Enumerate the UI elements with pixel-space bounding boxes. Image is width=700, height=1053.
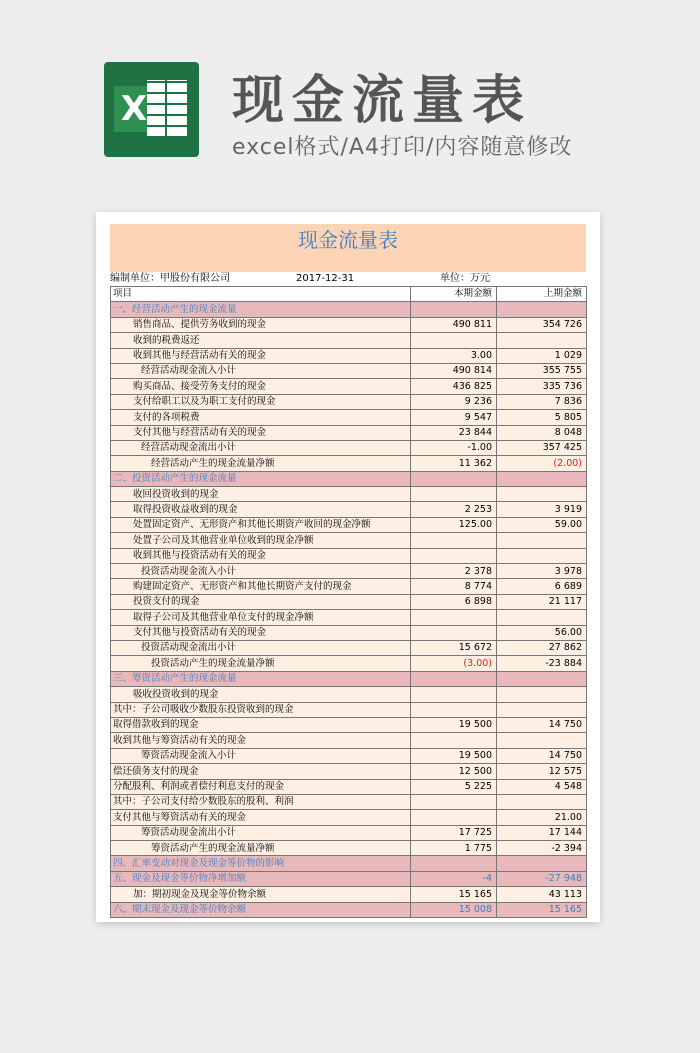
prior-amount: 3 978: [497, 564, 587, 579]
row-label: 二、投资活动产生的现金流量: [111, 471, 411, 486]
current-amount: [411, 333, 497, 348]
table-row: [111, 317, 587, 332]
row-label: 收到其他与投资活动有关的现金: [111, 548, 411, 563]
sheet-info-row: [110, 272, 586, 286]
current-amount: 19 500: [411, 717, 497, 732]
current-amount: 2 253: [411, 502, 497, 517]
current-amount: 9 547: [411, 410, 497, 425]
prior-amount: 355 755: [497, 363, 587, 378]
row-label: 其中：子公司吸收少数股东投资收到的现金: [111, 702, 411, 717]
current-amount: 15 672: [411, 640, 497, 655]
table-row: [111, 333, 587, 348]
row-label: 投资支付的现金: [111, 594, 411, 609]
row-label: 经营活动产生的现金流量净额: [111, 456, 411, 471]
row-label: 筹资活动产生的现金流量净额: [111, 841, 411, 856]
current-amount: [411, 671, 497, 686]
table-row: [111, 810, 587, 825]
prior-amount: 59.00: [497, 517, 587, 532]
prior-amount: 357 425: [497, 440, 587, 455]
table-header-row: [111, 287, 587, 302]
current-amount: [411, 533, 497, 548]
table-row: [111, 656, 587, 671]
current-amount: [411, 687, 497, 702]
row-label: 投资活动现金流出小计: [111, 640, 411, 655]
row-label: 筹资活动现金流入小计: [111, 748, 411, 763]
prior-amount: [497, 856, 587, 871]
prior-amount: 335 736: [497, 379, 587, 394]
prior-amount: [497, 487, 587, 502]
prior-amount: 3 919: [497, 502, 587, 517]
prior-amount: 15 165: [497, 902, 587, 917]
row-label: 支付给职工以及为职工支付的现金: [111, 394, 411, 409]
row-label: 投资活动产生的现金流量净额: [111, 656, 411, 671]
section-row: [111, 302, 587, 317]
table-row: [111, 579, 587, 594]
table-row: [111, 779, 587, 794]
prior-amount: [497, 610, 587, 625]
row-label: 处置子公司及其他营业单位收到的现金净额: [111, 533, 411, 548]
row-label: 收回投资收到的现金: [111, 487, 411, 502]
current-amount: 490 814: [411, 363, 497, 378]
table-row: [111, 748, 587, 763]
prior-amount: 17 144: [497, 825, 587, 840]
row-label: 取得借款收到的现金: [111, 717, 411, 732]
row-label: 支付其他与投资活动有关的现金: [111, 625, 411, 640]
current-amount: [411, 733, 497, 748]
prior-amount: 8 048: [497, 425, 587, 440]
table-row: [111, 348, 587, 363]
current-amount: 9 236: [411, 394, 497, 409]
table-row: [111, 487, 587, 502]
current-amount: [411, 302, 497, 317]
sheet-title: 现金流量表: [110, 224, 586, 272]
current-amount: 8 774: [411, 579, 497, 594]
section-row: [111, 871, 587, 886]
current-amount: -4: [411, 871, 497, 886]
row-label: 经营活动现金流入小计: [111, 363, 411, 378]
table-row: [111, 841, 587, 856]
table-row: [111, 687, 587, 702]
table-row: [111, 502, 587, 517]
row-label: 销售商品、提供劳务收到的现金: [111, 317, 411, 332]
current-amount: 125.00: [411, 517, 497, 532]
prior-amount: 4 548: [497, 779, 587, 794]
prior-amount: -2 394: [497, 841, 587, 856]
prior-amount: 1 029: [497, 348, 587, 363]
prior-amount: [497, 533, 587, 548]
row-label: 处置固定资产、无形资产和其他长期资产收回的现金净额: [111, 517, 411, 532]
row-label: 支付其他与经营活动有关的现金: [111, 425, 411, 440]
table-row: [111, 533, 587, 548]
current-amount: 15 008: [411, 902, 497, 917]
row-label: 购买商品、接受劳务支付的现金: [111, 379, 411, 394]
current-amount: 17 725: [411, 825, 497, 840]
table-row: [111, 717, 587, 732]
current-amount: [411, 471, 497, 486]
section-row: [111, 902, 587, 917]
row-label: 三、筹资活动产生的现金流量: [111, 671, 411, 686]
table-row: [111, 625, 587, 640]
current-amount: [411, 548, 497, 563]
row-label: 四、汇率变动对现金及现金等价物的影响: [111, 856, 411, 871]
table-row: [111, 733, 587, 748]
prior-amount: 27 862: [497, 640, 587, 655]
prior-amount: 14 750: [497, 748, 587, 763]
current-amount: 3.00: [411, 348, 497, 363]
prior-amount: [497, 302, 587, 317]
current-amount: [411, 625, 497, 640]
currency-unit: 单位：万元: [440, 273, 490, 284]
row-label: 支付其他与筹资活动有关的现金: [111, 810, 411, 825]
current-amount: 1 775: [411, 841, 497, 856]
row-label: 投资活动现金流入小计: [111, 564, 411, 579]
table-row: [111, 379, 587, 394]
current-amount: 11 362: [411, 456, 497, 471]
table-row: [111, 794, 587, 809]
row-label: 加：期初现金及现金等价物余额: [111, 887, 411, 902]
current-amount: 5 225: [411, 779, 497, 794]
table-row: [111, 764, 587, 779]
table-row: [111, 564, 587, 579]
prior-amount: 6 689: [497, 579, 587, 594]
prior-amount: [497, 794, 587, 809]
row-label: 经营活动现金流出小计: [111, 440, 411, 455]
row-label: 收到其他与经营活动有关的现金: [111, 348, 411, 363]
prior-amount: 21.00: [497, 810, 587, 825]
current-amount: [411, 794, 497, 809]
table-row: [111, 702, 587, 717]
excel-logo-letter: X: [114, 86, 154, 132]
table-row: [111, 394, 587, 409]
table-row: [111, 440, 587, 455]
row-label: 取得子公司及其他营业单位支付的现金净额: [111, 610, 411, 625]
current-amount: [411, 610, 497, 625]
current-amount: (3.00): [411, 656, 497, 671]
row-label: 偿还债务支付的现金: [111, 764, 411, 779]
section-row: [111, 471, 587, 486]
current-amount: 15 165: [411, 887, 497, 902]
table-row: [111, 363, 587, 378]
section-row: [111, 856, 587, 871]
row-label: 其中：子公司支付给少数股东的股利、利润: [111, 794, 411, 809]
prior-amount: -27 948: [497, 871, 587, 886]
excel-logo-icon: [104, 62, 199, 157]
row-label: 吸收投资收到的现金: [111, 687, 411, 702]
header-item: 项目: [111, 287, 411, 302]
current-amount: [411, 702, 497, 717]
prior-amount: 21 117: [497, 594, 587, 609]
current-amount: [411, 856, 497, 871]
current-amount: 2 378: [411, 564, 497, 579]
table-row: [111, 825, 587, 840]
current-amount: [411, 487, 497, 502]
table-row: [111, 610, 587, 625]
current-amount: 23 844: [411, 425, 497, 440]
current-amount: [411, 810, 497, 825]
prior-amount: -23 884: [497, 656, 587, 671]
table-row: [111, 517, 587, 532]
prior-amount: 354 726: [497, 317, 587, 332]
row-label: 收到其他与筹资活动有关的现金: [111, 733, 411, 748]
page-title: 现金流量表: [232, 71, 533, 131]
row-label: 五、现金及现金等价物净增加额: [111, 871, 411, 886]
prior-amount: 7 836: [497, 394, 587, 409]
prior-amount: 43 113: [497, 887, 587, 902]
company-label: 编制单位：甲股份有限公司: [110, 273, 230, 284]
report-date: 2017-12-31: [296, 273, 355, 284]
header-prior: 上期金额: [497, 287, 587, 302]
spreadsheet-grid-icon: [147, 80, 187, 138]
section-row: [111, 671, 587, 686]
cash-flow-table: [110, 286, 587, 918]
page-subtitle: excel格式/A4打印/内容随意修改: [232, 135, 573, 160]
current-amount: 436 825: [411, 379, 497, 394]
prior-amount: 5 805: [497, 410, 587, 425]
prior-amount: 14 750: [497, 717, 587, 732]
prior-amount: [497, 471, 587, 486]
prior-amount: [497, 733, 587, 748]
header-current: 本期金额: [411, 287, 497, 302]
table-row: [111, 410, 587, 425]
prior-amount: [497, 687, 587, 702]
table-row: [111, 594, 587, 609]
spreadsheet: [110, 224, 586, 918]
prior-amount: [497, 702, 587, 717]
prior-amount: [497, 548, 587, 563]
row-label: 筹资活动现金流出小计: [111, 825, 411, 840]
row-label: 购建固定资产、无形资产和其他长期资产支付的现金: [111, 579, 411, 594]
table-row: [111, 425, 587, 440]
table-row: [111, 640, 587, 655]
prior-amount: [497, 671, 587, 686]
row-label: 取得投资收益收到的现金: [111, 502, 411, 517]
row-label: 分配股利、利润或者偿付利息支付的现金: [111, 779, 411, 794]
row-label: 一、经营活动产生的现金流量: [111, 302, 411, 317]
row-label: 支付的各项税费: [111, 410, 411, 425]
row-label: 收到的税费返还: [111, 333, 411, 348]
document-preview: [96, 212, 600, 922]
table-row: [111, 887, 587, 902]
prior-amount: [497, 333, 587, 348]
table-row: [111, 456, 587, 471]
table-row: [111, 548, 587, 563]
prior-amount: (2.00): [497, 456, 587, 471]
prior-amount: 56.00: [497, 625, 587, 640]
current-amount: 19 500: [411, 748, 497, 763]
current-amount: -1.00: [411, 440, 497, 455]
prior-amount: 12 575: [497, 764, 587, 779]
current-amount: 490 811: [411, 317, 497, 332]
table-body: [111, 302, 587, 918]
row-label: 六、期末现金及现金等价物余额: [111, 902, 411, 917]
current-amount: 6 898: [411, 594, 497, 609]
current-amount: 12 500: [411, 764, 497, 779]
